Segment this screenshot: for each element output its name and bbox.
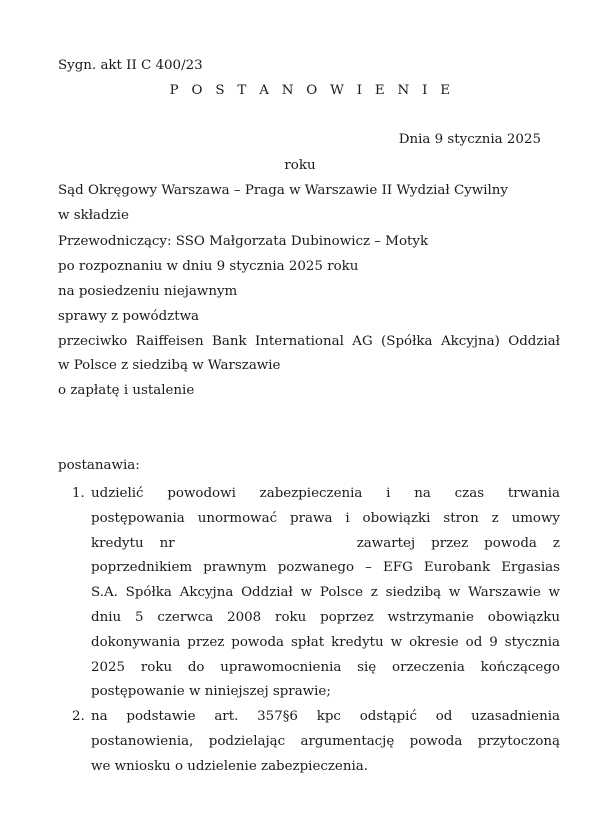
- document-date: Dnia 9 stycznia 2025: [398, 132, 541, 147]
- examination-date: po rozpoznaniu w dniu 9 stycznia 2025 roku: [58, 259, 359, 274]
- loan-agreement-text: zawartej przez powoda z: [356, 535, 560, 551]
- defendant-line-2: w Polsce z siedzibą w Warszawie: [58, 358, 281, 373]
- decision-line: poprzednikiem prawnym pozwanego – EFG Eurobank Ergasias: [91, 560, 560, 576]
- decision-item-2: [58, 705, 560, 779]
- decision-line: postępowania unormować prawa i obowiązki stron z umowy: [91, 510, 560, 526]
- decision-line: postępowanie w niniejszej sprawie;: [91, 684, 331, 700]
- decision-line: we wniosku o udzielenie zabezpieczenia.: [91, 758, 369, 774]
- case-of-label: sprawy z powództwa: [58, 309, 200, 324]
- case-subject: o zapłatę i ustalenie: [58, 383, 195, 398]
- composition-label: w składzie: [58, 208, 129, 223]
- loan-number-label: kredytu nr: [91, 535, 175, 551]
- decision-line: S.A. Spółka Akcyjna Oddział w Polsce z siedzibą w Warszawie w: [91, 585, 560, 601]
- decision-list: [58, 482, 560, 780]
- decision-item-number: 2.: [72, 709, 85, 725]
- document-date-suffix: roku: [284, 158, 316, 173]
- decision-item-number: 1.: [72, 486, 85, 501]
- decision-line: udzielić powodowi zabezpieczenia i na czas trwania: [91, 486, 560, 501]
- decision-item-1: [58, 482, 560, 705]
- session-type: na posiedzeniu niejawnym: [58, 284, 238, 299]
- defendant-line-1-text: przeciwko Raiffeisen Bank International AG (Spółka Akcyjna) Oddział: [58, 334, 560, 349]
- decision-line: postanowienia, podzielając argumentację powoda przytoczoną: [91, 733, 560, 749]
- presiding-judge: Przewodniczący: SSO Małgorzata Dubinowicz – Motyk: [58, 234, 429, 249]
- decision-line: dniu 5 czerwca 2008 roku poprzez wstrzymanie obowiązku: [91, 609, 560, 625]
- decision-verb: postanawia:: [58, 458, 140, 473]
- case-reference: Sygn. akt II C 400/23: [58, 58, 203, 73]
- document-title: P O S T A N O W I E N I E: [169, 83, 455, 98]
- decision-line: 2025 roku do uprawomocnienia się orzeczenia kończącego: [91, 659, 560, 675]
- court-name: Sąd Okręgowy Warszawa – Praga w Warszawie II Wydział Cywilny: [58, 183, 508, 198]
- decision-line: dokonywania przez powoda spłat kredytu w okresie od 9 stycznia: [91, 634, 560, 650]
- decision-line: na podstawie art. 357§6 kpc odstąpić od uzasadnienia: [91, 709, 560, 725]
- defendant-line-1: [58, 334, 560, 349]
- decision-line-with-gap: [91, 532, 560, 557]
